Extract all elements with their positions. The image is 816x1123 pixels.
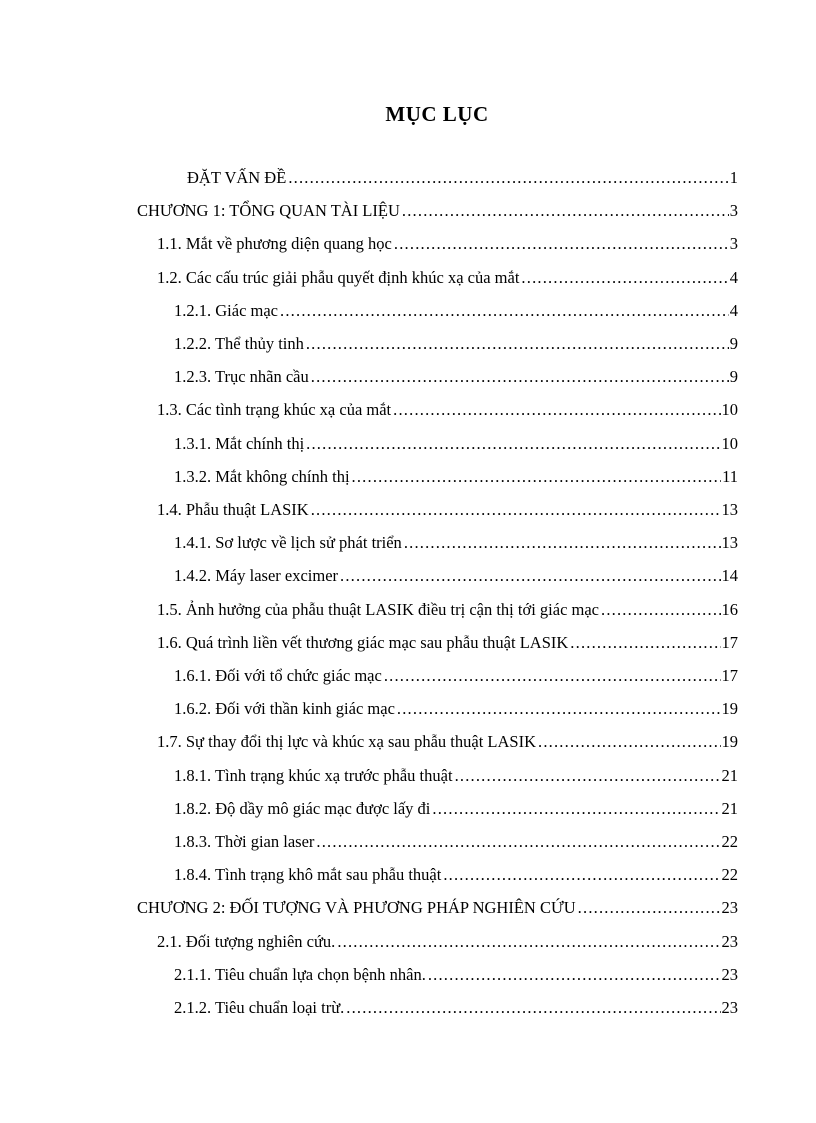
toc-entry-label: 1.8.2. Độ dầy mô giác mạc được lấy đi xyxy=(174,798,431,818)
toc-entry xyxy=(174,296,738,326)
dot-leader xyxy=(394,229,729,259)
dot-leader xyxy=(311,362,729,392)
dot-leader xyxy=(601,595,721,625)
toc-entry-label: 1.8.3. Thời gian laser xyxy=(174,832,315,851)
dot-leader xyxy=(397,694,721,724)
toc-entry-label: 1.2. Các cấu trúc giải phẫu quyết định khúc xạ của mắt xyxy=(157,267,520,287)
toc-entry xyxy=(174,860,738,890)
toc-entry-page-number: 19 xyxy=(721,699,738,719)
toc-entry-page-number: 13 xyxy=(721,500,738,519)
toc-entry-label: 1.6.1. Đối với tổ chức giác mạc xyxy=(174,666,382,685)
toc-entry-label: 2.1. Đối tượng nghiên cứu. xyxy=(157,931,336,951)
toc-entry-label: 1.7. Sự thay đổi thị lực và khúc xạ sau phẫu thuật LASIK xyxy=(157,732,536,752)
toc-entry-page-number: 22 xyxy=(721,865,738,885)
toc-entry xyxy=(157,263,738,293)
toc-entry-page-number: 3 xyxy=(729,201,738,221)
toc-entry-page-number: 16 xyxy=(721,599,738,619)
dot-leader xyxy=(538,727,721,757)
toc-entry-label: 1.8.4. Tình trạng khô mắt sau phẫu thuật xyxy=(174,865,442,885)
toc-entry-label: 1.3.2. Mắt không chính thị xyxy=(174,466,350,486)
toc-entry-page-number: 23 xyxy=(721,964,738,984)
dot-leader xyxy=(393,395,720,425)
toc-entry-page-number: 4 xyxy=(729,267,738,287)
toc-entry-label: CHƯƠNG 2: ĐỐI TƯỢNG VÀ PHƯƠNG PHÁP NGHIÊN CỨU xyxy=(137,898,576,918)
toc-entry-label: 1.6. Quá trình liền vết thương giác mạc sau phẫu thuật LASIK xyxy=(157,632,569,652)
toc-entry-page-number: 17 xyxy=(721,632,738,652)
dot-leader xyxy=(288,163,728,193)
toc-entry xyxy=(137,893,738,923)
toc-entry xyxy=(137,196,738,226)
dot-leader xyxy=(280,296,729,326)
toc-entry xyxy=(174,561,738,591)
toc-entry-label: 1.8.1. Tình trạng khúc xạ trước phẫu thuật xyxy=(174,765,453,785)
dot-leader xyxy=(306,429,720,459)
toc-entry-label: 1.1. Mắt về phương diện quang học xyxy=(157,234,392,254)
dot-leader xyxy=(352,462,722,492)
toc-entry-label: 1.3. Các tình trạng khúc xạ của mắt xyxy=(157,400,392,420)
toc-entry-page-number: 13 xyxy=(721,533,738,553)
toc-entry xyxy=(157,229,738,259)
toc-entry-label: 1.2.3. Trục nhãn cầu xyxy=(174,367,309,387)
dot-leader xyxy=(455,761,721,791)
toc-entry-page-number: 1 xyxy=(729,168,738,187)
dot-leader xyxy=(384,661,721,691)
dot-leader xyxy=(337,927,720,957)
toc-entry-page-number: 9 xyxy=(729,367,738,387)
toc-entry xyxy=(174,362,738,392)
toc-entry xyxy=(187,163,738,193)
dot-leader xyxy=(428,960,721,990)
toc-entry xyxy=(174,993,738,1023)
toc-entry-page-number: 19 xyxy=(721,732,738,752)
toc-entry-label: CHƯƠNG 1: TỔNG QUAN TÀI LIỆU xyxy=(137,201,400,221)
toc-entry-page-number: 23 xyxy=(721,898,738,918)
toc-entry-page-number: 9 xyxy=(729,334,738,353)
toc-entry xyxy=(174,462,738,492)
toc-entry xyxy=(174,794,738,824)
toc-entry-label: 2.1.2. Tiêu chuẩn loại trừ. xyxy=(174,998,345,1017)
toc-entry-page-number: 21 xyxy=(721,765,738,785)
toc-entry-page-number: 11 xyxy=(722,466,738,486)
toc-entry-label: 1.2.2. Thể thủy tinh xyxy=(174,334,304,353)
toc-entry-label: 2.1.1. Tiêu chuẩn lựa chọn bệnh nhân. xyxy=(174,964,426,984)
dot-leader xyxy=(402,196,729,226)
toc-entry-page-number: 10 xyxy=(721,433,738,453)
toc-entry xyxy=(174,694,738,724)
toc-entry-page-number: 21 xyxy=(721,798,738,818)
toc-entry xyxy=(157,395,738,425)
toc-entry xyxy=(157,927,738,957)
dot-leader xyxy=(316,827,720,857)
toc-entry-page-number: 23 xyxy=(721,998,738,1017)
toc-entry xyxy=(174,761,738,791)
dot-leader xyxy=(578,893,721,923)
dot-leader xyxy=(404,528,721,558)
toc-entry-label: ĐẶT VẤN ĐỀ xyxy=(187,168,287,187)
toc-entry-page-number: 4 xyxy=(729,300,738,320)
toc-entry-label: 1.4.1. Sơ lược về lịch sử phát triển xyxy=(174,533,402,553)
toc-entry-label: 1.4. Phẫu thuật LASIK xyxy=(157,500,309,519)
dot-leader xyxy=(306,329,729,359)
dot-leader xyxy=(340,561,720,591)
toc-entry-page-number: 3 xyxy=(729,234,738,254)
toc-entry xyxy=(174,329,738,359)
toc-entry-page-number: 10 xyxy=(721,400,738,420)
dot-leader xyxy=(521,263,728,293)
toc-entry-label: 1.6.2. Đối với thần kinh giác mạc xyxy=(174,699,395,719)
toc-entry xyxy=(157,495,738,525)
toc-entry xyxy=(174,429,738,459)
toc-entry xyxy=(157,628,738,658)
toc-entry-page-number: 22 xyxy=(721,832,738,851)
toc-entry-page-number: 17 xyxy=(721,666,738,685)
dot-leader xyxy=(311,495,721,525)
dot-leader xyxy=(570,628,720,658)
toc-entry xyxy=(157,595,738,625)
toc-entry xyxy=(174,960,738,990)
dot-leader xyxy=(432,794,720,824)
toc-entry xyxy=(157,727,738,757)
toc-entry-page-number: 14 xyxy=(721,566,738,586)
dot-leader xyxy=(443,860,720,890)
dot-leader xyxy=(346,993,720,1023)
toc-entry xyxy=(174,827,738,857)
toc-entry xyxy=(174,661,738,691)
toc-entry-label: 1.5. Ảnh hưởng của phẫu thuật LASIK điều trị cận thị tới giác mạc xyxy=(157,599,599,619)
page-title: MỤC LỤC xyxy=(385,102,489,126)
toc-entry xyxy=(174,528,738,558)
toc-entry-label: 1.3.1. Mắt chính thị xyxy=(174,433,305,453)
toc-entry-label: 1.4.2. Máy laser excimer xyxy=(174,566,339,586)
toc-entry-page-number: 23 xyxy=(721,931,738,951)
toc-entry-label: 1.2.1. Giác mạc xyxy=(174,300,279,320)
